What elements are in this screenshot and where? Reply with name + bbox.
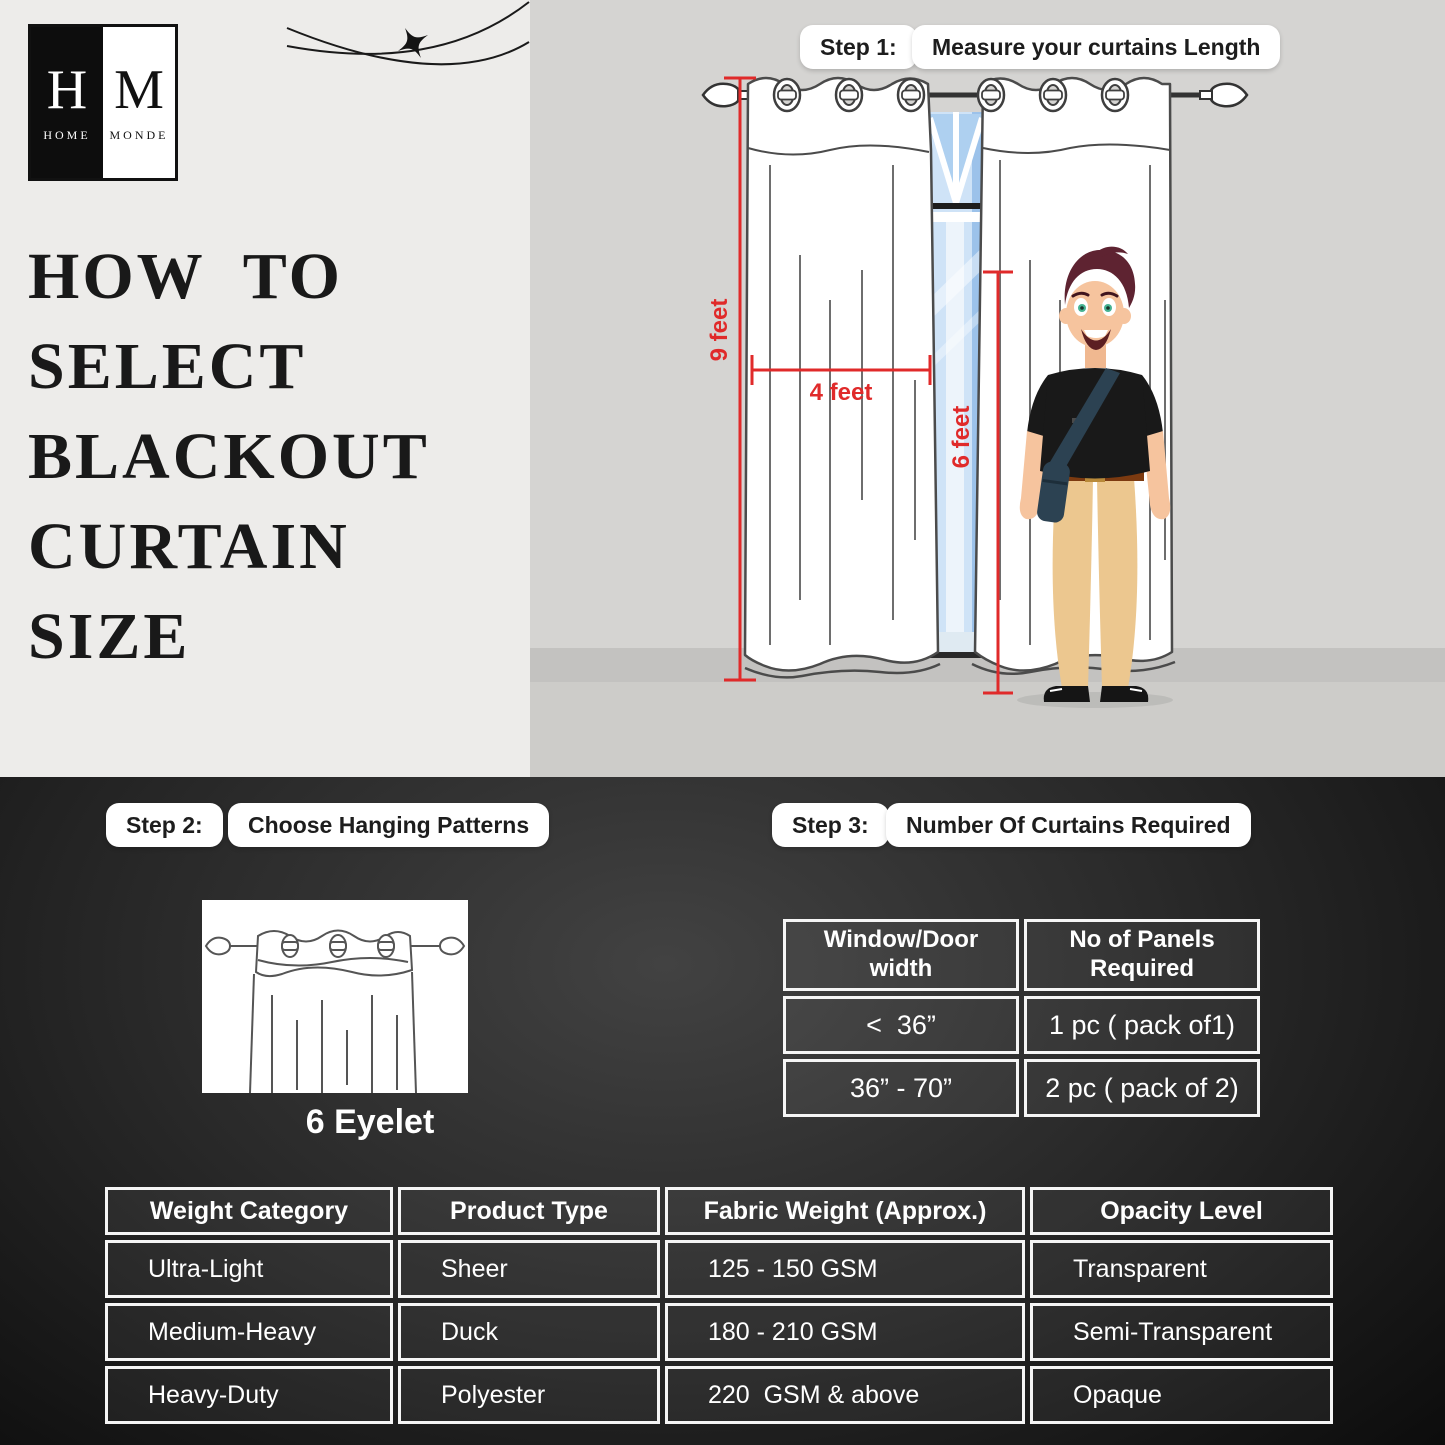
table-cell: 36” - 70” [783,1059,1019,1117]
floor [530,682,1445,777]
table-cell: Semi-Transparent [1030,1303,1333,1361]
rod-finial-right [1210,84,1247,107]
table-cell: 2 pc ( pack of 2) [1024,1059,1260,1117]
table-cell: Heavy-Duty [105,1366,393,1424]
fabric-weight-table [105,1187,1333,1424]
fabric-table-header: Fabric Weight (Approx.) [665,1187,1025,1235]
table-cell: 180 - 210 GSM [665,1303,1025,1361]
logo-monogram-m: M [114,59,164,121]
curtain-panel-left [745,78,940,677]
height-measure-label: 9 feet [706,298,733,362]
table-cell: 220 GSM & above [665,1366,1025,1424]
table-cell: Polyester [398,1366,660,1424]
panels-header-count: No of Panels Required [1069,926,1215,982]
bottom-section [0,777,1445,1445]
table-cell: Transparent [1030,1240,1333,1298]
table-cell: < 36” [783,996,1019,1054]
fabric-table-header: Weight Category [105,1187,393,1235]
hanging-pattern-label: 6 Eyelet [305,1103,435,1141]
step2-badge-text: Step 2: [126,811,203,838]
man-leg-right [1097,478,1137,688]
title-line: HOW TO [28,240,343,313]
table-cell: Opaque [1030,1366,1333,1424]
logo-right-half [103,27,175,178]
step1-label-text: Measure your curtains Length [932,33,1261,60]
title-line: SIZE [28,600,191,673]
table-cell: 1 pc ( pack of1) [1024,996,1260,1054]
hanging-pattern-card [202,900,468,1093]
table-cell: Medium-Heavy [105,1303,393,1361]
panels-required-table [783,919,1260,1117]
star-icon [390,20,436,66]
eyelet-curtain-drawing [202,900,468,1093]
left-panel [0,0,530,777]
title-line: CURTAIN [28,510,350,583]
title-line: SELECT [28,330,307,403]
fabric-table-header: Product Type [398,1187,660,1235]
table-cell: Duck [398,1303,660,1361]
panels-table-header [783,919,1019,991]
title-line: BLACKOUT [28,420,430,493]
step3-label-text: Number Of Curtains Required [906,811,1231,838]
man-shadow [1017,692,1173,708]
step3-badge-text: Step 3: [792,811,869,838]
step1-badge-text: Step 1: [820,33,897,60]
rod-finial-left [703,84,740,107]
brand-logo [28,24,178,181]
panels-header-width: Window/Door width [823,926,979,982]
measure-illustration [530,0,1445,777]
fabric-table-header: Opacity Level [1030,1187,1333,1235]
rod-bracket-right [1200,91,1212,99]
step3-label [886,803,1251,847]
step2-badge [106,803,223,847]
step1-badge [800,25,917,69]
logo-word-monde: MONDE [109,128,169,142]
table-cell: 125 - 150 GSM [665,1240,1025,1298]
sparkle-swirl-decoration [285,0,530,100]
step2-label-text: Choose Hanging Patterns [248,811,530,838]
page-title [28,232,430,682]
table-cell: Sheer [398,1240,660,1298]
width-measure-label: 4 feet [809,379,873,406]
step1-label [912,25,1280,69]
table-cell: Ultra-Light [105,1240,393,1298]
logo-monogram-h: H [46,59,88,121]
step3-badge [772,803,889,847]
person-height-measure-label: 6 feet [948,405,975,469]
panels-table-header [1024,919,1260,991]
step1-scene-panel [530,0,1445,777]
logo-word-home: HOME [43,128,91,142]
step2-label [228,803,549,847]
logo-left-half [31,27,103,178]
